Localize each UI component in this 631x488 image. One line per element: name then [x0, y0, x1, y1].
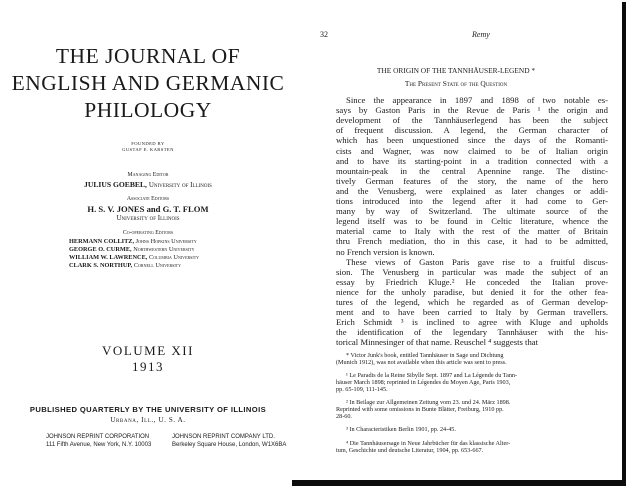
body-line: legend itself was to be found in Celtic literature, whence the: [336, 216, 608, 227]
body-line: cists and Wagner, was now claimed to be of Italian origin: [336, 145, 608, 156]
article-subtitle: The Present State of the Question: [404, 79, 508, 88]
body-line: Erich Schmidt ³ is inclined to agree with Kluge and upholds: [336, 317, 608, 328]
managing-editor-name: JULIUS GOEBEL,: [84, 180, 147, 189]
footnote-line: pp. 65-109, 111-145.: [336, 386, 388, 393]
body-line: tions introduced into the legend after it had come to Ger-: [336, 196, 608, 206]
coop-editor-row: HERMANN COLLITZ, Johns Hopkins University: [69, 238, 197, 245]
body-line: development of the Tannhäuserlegend has been the subject: [336, 115, 608, 126]
volume-year: 1913: [132, 359, 164, 374]
coop-editor-row: CLARK S. NORTHUP, Cornell University: [69, 262, 182, 269]
body-line: ment and to have been carried to Italy by German travellers.: [336, 307, 608, 318]
footnote-line: 28-60.: [336, 413, 352, 420]
footnote-line: * Victor Junk's book, entitled Tannhäuser in Sage und Dichtung: [346, 352, 504, 359]
coop-editor-row: WILLIAM W. LAWRENCE, Columbia University: [69, 254, 200, 261]
footnote-line: ³ In Characteristiken Berlin 1901, pp. 24-45.: [346, 426, 456, 433]
body-line: tively German features of the story, the name of the hero: [336, 175, 608, 186]
body-line: material came to Italy with the rest of the matter of Britain: [336, 226, 608, 237]
body-line: thru French mediation, tho in this case, it had to be admitted,: [336, 236, 608, 247]
footnote-line: tum, Geschichte und deutsche Literatur, 1904, pp. 653-667.: [336, 447, 484, 454]
body-line: which has been unquestioned since the days of the Romanti-: [336, 135, 608, 146]
body-line: These views of Gaston Paris gave rise to a fruitful discus-: [346, 256, 608, 267]
publisher-place: Urbana, Ill., U. S. A.: [110, 416, 186, 424]
footnote-line: Reprinted with some omissions in Bunte Blätter, Freiburg, 1910 pp.: [336, 406, 504, 413]
journal-title-line-3: PHILOLOGY: [84, 98, 212, 122]
founded-label: FOUNDED BY: [131, 141, 165, 146]
journal-title-line-2: ENGLISH AND GERMANIC: [11, 71, 285, 95]
article-title: THE ORIGIN OF THE TANNHÄUSER-LEGEND *: [376, 66, 536, 75]
associate-editors-affiliation: University of Illinois: [116, 214, 180, 222]
footnote-line: ² In Beilage zur Allgemeinen Zeitung vom 23. und 24. März 1898.: [346, 399, 511, 406]
article-page: [290, 0, 622, 480]
managing-editor-label: Managing Editor: [127, 172, 169, 178]
journal-title-line-1: THE JOURNAL OF: [55, 44, 241, 68]
body-line: the identification of the legendary Tannhäuser with the his-: [336, 327, 608, 338]
body-line: says by Gaston Paris in the Revue de Paris ¹ the origin and: [336, 105, 608, 116]
managing-editor-affiliation: University of Illinois: [148, 181, 212, 189]
body-line: and the Venusberg, were explained as later changes or addi-: [336, 185, 608, 196]
body-line: tures of the legend, which he regarded as of German develop-: [336, 297, 608, 307]
reprint-uk: JOHNSON REPRINT COMPANY LTD. Berkeley Square House, London, W1X6BA: [172, 434, 287, 448]
coop-editor-row: GEORGE O. CURME, Northwestern University: [69, 246, 195, 253]
volume-number: VOLUME XII: [102, 343, 194, 358]
publisher-line: PUBLISHED QUARTERLY BY THE UNIVERSITY OF ILLINOIS: [29, 405, 267, 414]
founder-name: GUSTAF E. KARSTEN: [122, 147, 174, 152]
footnote-line: ⁴ Die Tannhäusersage in Neue Jahrbücher für das klassische Alter-: [346, 440, 511, 447]
footnote-line: (Munich 1912), was not available when this article was sent to press.: [336, 359, 507, 366]
title-page: [0, 0, 296, 488]
body-line: no French version is known.: [336, 246, 435, 257]
body-line: sion. The Venusberg in particular was made the subject of an: [336, 266, 608, 277]
body-line: many by way of Switzerland. The ultimate source of the: [336, 206, 608, 217]
associate-editors-label: Associate Editors: [126, 196, 170, 202]
associate-editors-names: H. S. V. JONES and G. T. FLOM: [87, 204, 209, 214]
running-head: Remy: [472, 30, 490, 39]
reprint-us: JOHNSON REPRINT CORPORATION 111 Fifth Avenue, New York, N.Y. 10003: [46, 434, 152, 448]
page-number: 32: [320, 30, 328, 39]
coop-editors-label: Co-operating Editors: [122, 230, 174, 236]
body-line: of frequent discussion. A legend, the German character of: [336, 125, 608, 136]
body-line: nience for the unholy paradise, but denied it for the other fea-: [336, 286, 608, 297]
body-line: mountain-peak in the central Apennine range. The distinc-: [336, 165, 608, 176]
body-line: torical Minnesinger of that name. Reuschel ⁴ suggests that: [336, 337, 539, 348]
body-line: Since the appearance in 1897 and 1898 of two notable es-: [346, 95, 608, 105]
managing-editor-line: [0, 180, 296, 189]
body-line: and to have its starting-point in a tradition connected with a: [336, 155, 608, 166]
body-line: essay by Friedrich Kluge.² He conceded the Italian prove-: [336, 276, 608, 287]
footnote-line: ¹ Le Paradis de la Reine Sibylle Sept. 1897 and La Légende du Tann-: [346, 372, 518, 379]
footnote-line: häuser March 1898; reprinted in Légendes du Moyen Age, Paris 1903,: [336, 379, 511, 386]
